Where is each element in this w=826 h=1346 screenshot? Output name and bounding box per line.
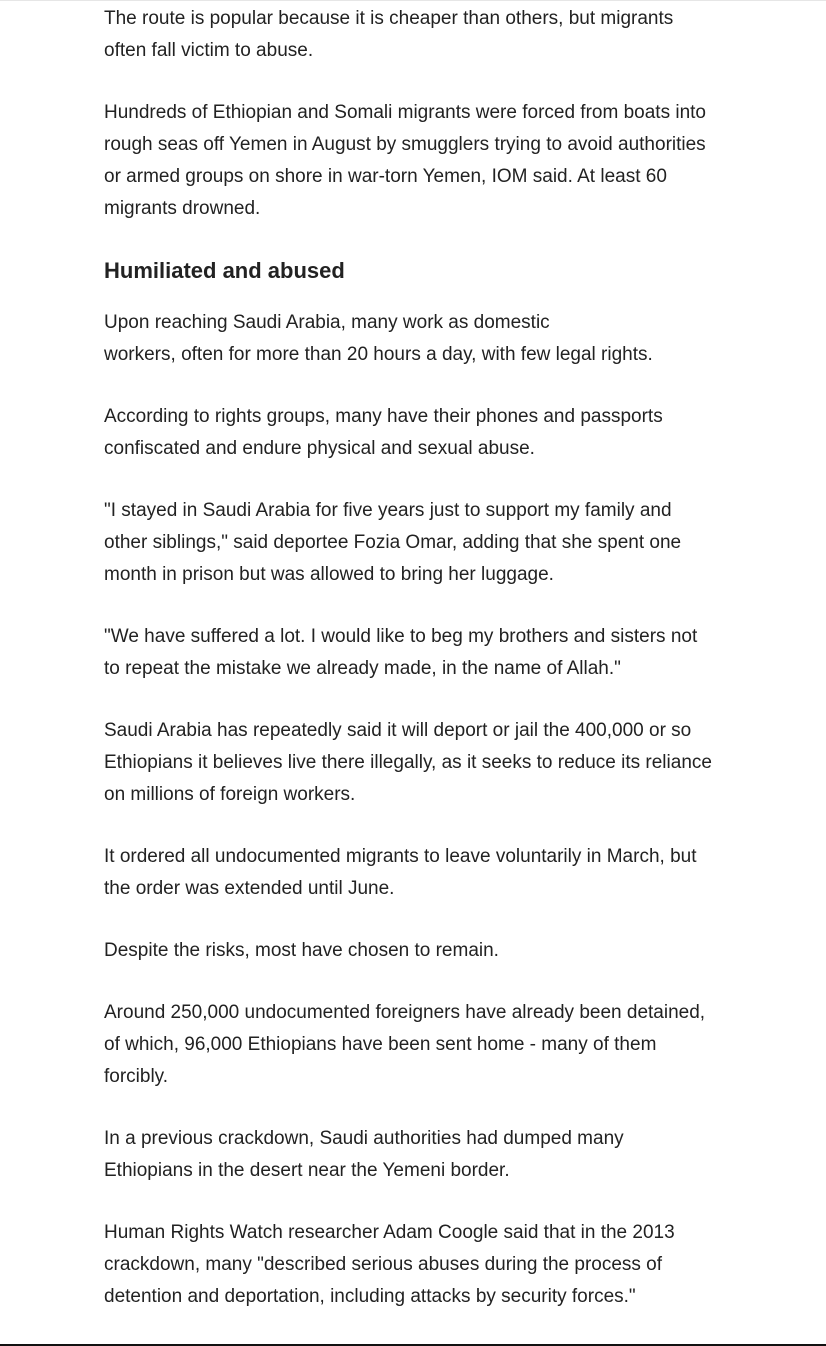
paragraph-quote-suffered: "We have suffered a lot. I would like to beg my brothers and sisters not to repeat the mistake we already made, in the name of Allah." <box>104 626 698 679</box>
paragraph-previous-crackdown: In a previous crackdown, Saudi authorities had dumped many Ethiopians in the desert near the Yemeni border. <box>104 1128 624 1181</box>
paragraph-detained: Around 250,000 undocumented foreigners have already been detained, of which, 96,000 Ethiopians have been sent home - many of them forcibly. <box>104 1002 706 1087</box>
article-body <box>104 3 714 1343</box>
paragraph-quote-fozia: "I stayed in Saudi Arabia for five years just to support my family and other siblings," said deportee Fozia Omar, adding that she spent one month in prison but was allowed to bring her luggage. <box>104 500 682 585</box>
section-heading: Humiliated and abused <box>104 258 345 283</box>
paragraph-domestic-line-2: workers, often for more than 20 hours a day, with few legal rights. <box>104 344 653 365</box>
paragraph-risks: Despite the risks, most have chosen to remain. <box>104 940 499 961</box>
paragraph-domestic-line-1: Upon reaching Saudi Arabia, many work as domestic <box>104 312 550 333</box>
paragraph-deport-jail: Saudi Arabia has repeatedly said it will deport or jail the 400,000 or so Ethiopians it believes live there illegally, as it seeks to reduce its reliance on millions of foreign workers. <box>104 720 712 805</box>
paragraph-rights-groups: According to rights groups, many have their phones and passports confiscated and endure physical and sexual abuse. <box>104 406 663 459</box>
paragraph-order: It ordered all undocumented migrants to leave voluntarily in March, but the order was extended until June. <box>104 846 697 899</box>
paragraph-migrants-forced: Hundreds of Ethiopian and Somali migrants were forced from boats into rough seas off Yemen in August by smugglers trying to avoid authorities or armed groups on shore in war-torn Yemen, IOM said. At least 60 migrants drowned. <box>104 102 706 219</box>
paragraph-route: The route is popular because it is cheaper than others, but migrants often fall victim to abuse. <box>104 8 674 61</box>
paragraph-domestic-workers <box>104 307 714 371</box>
paragraph-hrw-coogle: Human Rights Watch researcher Adam Coogle said that in the 2013 crackdown, many "described serious abuses during the process of detention and deportation, including attacks by security forces." <box>104 1222 675 1307</box>
